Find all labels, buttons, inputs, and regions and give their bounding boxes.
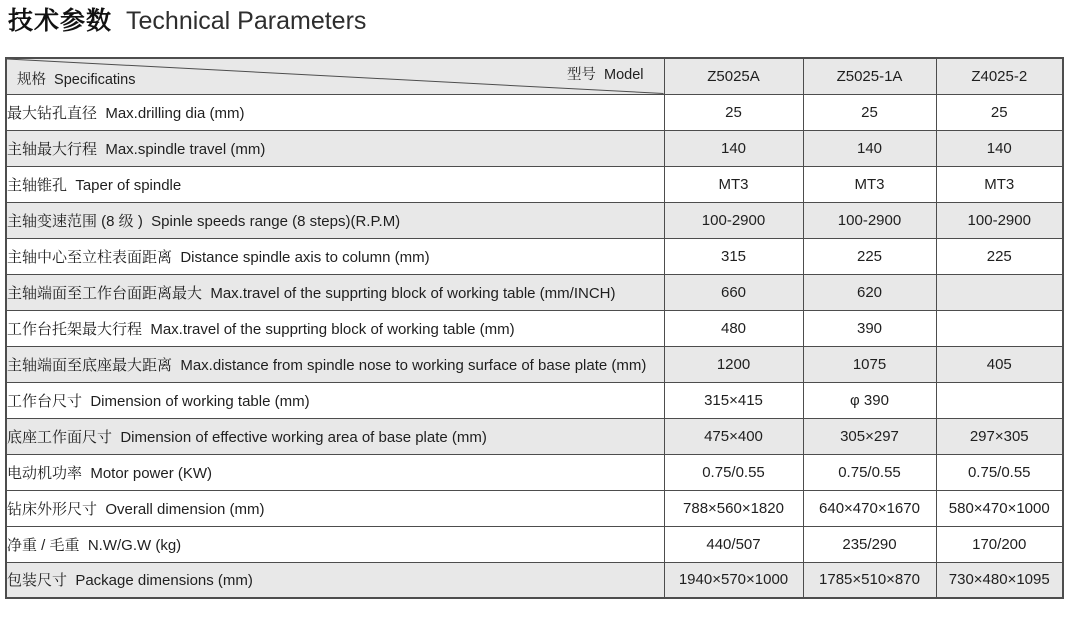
value-cell-model-1: 475×400 bbox=[664, 418, 803, 454]
value-cell-model-2: 235/290 bbox=[803, 526, 936, 562]
value-cell-model-2: 1785×510×870 bbox=[803, 562, 936, 598]
value-cell-model-3: 297×305 bbox=[936, 418, 1063, 454]
value-cell-model-2: MT3 bbox=[803, 166, 936, 202]
parameter-label-cell: 主轴变速范围 (8 级 ) Spinle speeds range (8 steps)(R.P.M) bbox=[6, 202, 664, 238]
model-header-label: 型号 Model bbox=[566, 67, 644, 83]
table-row bbox=[6, 454, 1063, 490]
value-cell-model-1: 480 bbox=[664, 310, 803, 346]
value-cell-model-2: 225 bbox=[803, 238, 936, 274]
table-row bbox=[6, 418, 1063, 454]
table-row bbox=[6, 238, 1063, 274]
parameter-label-cell: 钻床外形尺寸 Overall dimension (mm) bbox=[6, 490, 664, 526]
spec-model-diagonal-header-cell bbox=[6, 58, 664, 94]
parameter-label-cell: 净重 / 毛重 N.W/G.W (kg) bbox=[6, 526, 664, 562]
parameter-label-cell: 主轴端面至底座最大距离 Max.distance from spindle nose to working surface of base plate (mm) bbox=[6, 346, 664, 382]
specifications-header-label: 规格 Specificatins bbox=[17, 71, 136, 88]
parameter-label-cell: 电动机功率 Motor power (KW) bbox=[6, 454, 664, 490]
page-title-chinese: 技术参数 bbox=[8, 7, 113, 35]
column-header-model-3: Z4025-2 bbox=[936, 58, 1063, 94]
table-row bbox=[6, 166, 1063, 202]
table-row bbox=[6, 130, 1063, 166]
value-cell-model-1: MT3 bbox=[664, 166, 803, 202]
value-cell-model-2: φ 390 bbox=[803, 382, 936, 418]
value-cell-model-3: 25 bbox=[936, 94, 1063, 130]
table-row bbox=[6, 274, 1063, 310]
value-cell-model-2: 140 bbox=[803, 130, 936, 166]
value-cell-model-3 bbox=[936, 382, 1063, 418]
value-cell-model-2: 25 bbox=[803, 94, 936, 130]
parameter-label-cell: 主轴中心至立柱表面距离 Distance spindle axis to column (mm) bbox=[6, 238, 664, 274]
value-cell-model-1: 100-2900 bbox=[664, 202, 803, 238]
value-cell-model-2: 390 bbox=[803, 310, 936, 346]
table-row bbox=[6, 202, 1063, 238]
value-cell-model-1: 660 bbox=[664, 274, 803, 310]
parameter-label-cell: 最大钻孔直径 Max.drilling dia (mm) bbox=[6, 94, 664, 130]
page-title bbox=[8, 4, 366, 38]
value-cell-model-1: 25 bbox=[664, 94, 803, 130]
value-cell-model-3: 140 bbox=[936, 130, 1063, 166]
value-cell-model-1: 0.75/0.55 bbox=[664, 454, 803, 490]
value-cell-model-2: 1075 bbox=[803, 346, 936, 382]
value-cell-model-3: 170/200 bbox=[936, 526, 1063, 562]
value-cell-model-3: 580×470×1000 bbox=[936, 490, 1063, 526]
value-cell-model-3: 100-2900 bbox=[936, 202, 1063, 238]
table-row bbox=[6, 346, 1063, 382]
table-row bbox=[6, 490, 1063, 526]
value-cell-model-3: 730×480×1095 bbox=[936, 562, 1063, 598]
table-row bbox=[6, 310, 1063, 346]
column-header-model-1: Z5025A bbox=[664, 58, 803, 94]
page-title-english: Technical Parameters bbox=[126, 7, 367, 35]
table-row bbox=[6, 526, 1063, 562]
value-cell-model-1: 140 bbox=[664, 130, 803, 166]
value-cell-model-2: 100-2900 bbox=[803, 202, 936, 238]
value-cell-model-3: 0.75/0.55 bbox=[936, 454, 1063, 490]
table-body bbox=[6, 94, 1063, 598]
table-row bbox=[6, 382, 1063, 418]
parameter-label-cell: 底座工作面尺寸 Dimension of effective working area of base plate (mm) bbox=[6, 418, 664, 454]
table-row bbox=[6, 562, 1063, 598]
value-cell-model-1: 1200 bbox=[664, 346, 803, 382]
value-cell-model-2: 0.75/0.55 bbox=[803, 454, 936, 490]
parameter-label-cell: 主轴端面至工作台面距离最大 Max.travel of the supprting block of working table (mm/INCH) bbox=[6, 274, 664, 310]
technical-parameters-table bbox=[5, 57, 1064, 599]
column-header-model-2: Z5025-1A bbox=[803, 58, 936, 94]
value-cell-model-2: 640×470×1670 bbox=[803, 490, 936, 526]
value-cell-model-2: 620 bbox=[803, 274, 936, 310]
parameter-label-cell: 主轴锥孔 Taper of spindle bbox=[6, 166, 664, 202]
parameter-label-cell: 主轴最大行程 Max.spindle travel (mm) bbox=[6, 130, 664, 166]
parameter-label-cell: 包装尺寸 Package dimensions (mm) bbox=[6, 562, 664, 598]
value-cell-model-3: 405 bbox=[936, 346, 1063, 382]
table-row bbox=[6, 94, 1063, 130]
value-cell-model-3 bbox=[936, 310, 1063, 346]
parameter-label-cell: 工作台尺寸 Dimension of working table (mm) bbox=[6, 382, 664, 418]
value-cell-model-1: 315 bbox=[664, 238, 803, 274]
value-cell-model-3: 225 bbox=[936, 238, 1063, 274]
value-cell-model-1: 315×415 bbox=[664, 382, 803, 418]
value-cell-model-3: MT3 bbox=[936, 166, 1063, 202]
value-cell-model-2: 305×297 bbox=[803, 418, 936, 454]
value-cell-model-1: 440/507 bbox=[664, 526, 803, 562]
parameter-label-cell: 工作台托架最大行程 Max.travel of the supprting block of working table (mm) bbox=[6, 310, 664, 346]
table-header-row bbox=[6, 58, 1063, 94]
value-cell-model-1: 1940×570×1000 bbox=[664, 562, 803, 598]
value-cell-model-1: 788×560×1820 bbox=[664, 490, 803, 526]
value-cell-model-3 bbox=[936, 274, 1063, 310]
